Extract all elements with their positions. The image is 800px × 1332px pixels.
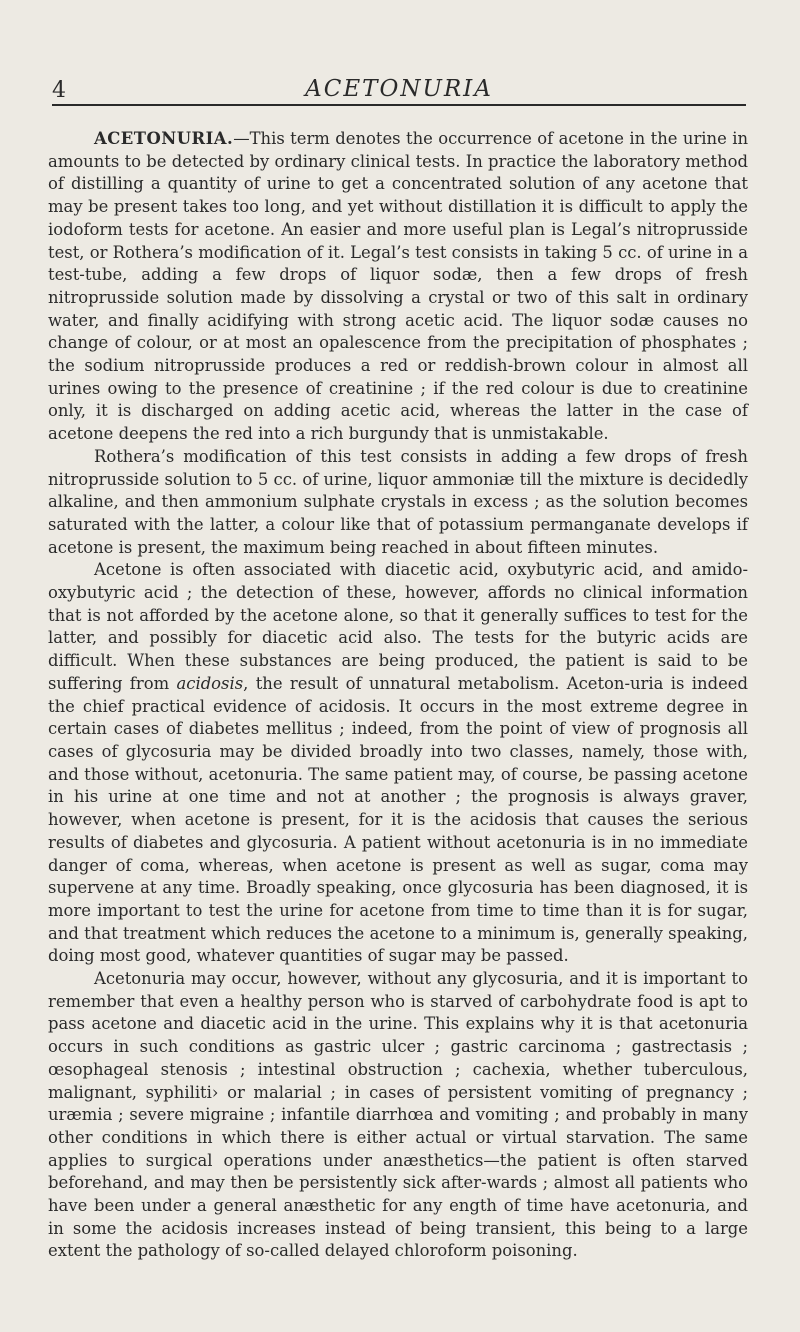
paragraph-3 [48, 559, 748, 968]
paragraph-2: Rothera’s modification of this test consists in adding a few drops of fresh nitroprusside solution to 5 cc. of urine, liquor ammoniæ till the mixture is decidedly alkaline, and then ammonium sulphate crystals in excess ; as the solution becomes saturated with the latter, a colour like that of potassium permanganate develops if acetone is present, the maximum being reached in about fifteen minutes. [48, 446, 748, 557]
page-number: 4 [52, 78, 66, 103]
paragraph-1-text: —This term denotes the occurrence of acetone in the urine in amounts to be detected by ordinary clinical tests. In practice the laboratory method of distilling a quantity of urine to get a concentrated solution of any acetone that may be present takes too long, and yet without distillation it is difficult to apply the iodoform tests for acetone. An easier and more useful plan is Legal’s nitroprusside test, or Rothera’s modification of it. Legal’s test consists in taking 5 cc. of urine in a test-tube, adding a few drops of liquor sodæ, then a few drops of fresh nitroprusside solution made by dissolving a crystal or two of this salt in ordinary water, and finally acidifying with strong acetic acid. The liquor sodæ causes no change of colour, or at most an opalescence from the precipitation of phosphates ; the sodium nitroprusside produces a red or reddish-brown colour in almost all urines owing to the presence of creatinine ; if the red colour is due to creatinine only, it is discharged on adding acetic acid, whereas the latter in the case of acetone deepens the red into a rich burgundy that is unmistakable. [48, 129, 748, 444]
article-body [48, 128, 748, 1263]
paragraph-3-text-a: Acetone is often associated with diacetic acid, oxybutyric acid, and amido-oxybutyric acid ; the detection of these, however, affords no clinical information that is not afforded by the acetone alone, so that it generally suffices to test for the latter, and possibly for diacetic acid also. The tests for the butyric acids are difficult. When these substances are being produced, the patient is said to be suffering from [48, 560, 748, 693]
paragraph-3-italic-term: acidosis [176, 673, 244, 693]
paragraph-3-text-b: , the result of unnatural metabolism. Aceton-uria is indeed the chief practical evidence of acidosis. It occurs in the most extreme degree in certain cases of diabetes mellitus ; indeed, from the point of view of prognosis all cases of glycosuria may be divided broadly into two classes, namely, those with, and those without, acetonuria. The same patient may, of course, be passing acetone in his urine at one time and not at another ; the prognosis is always graver, however, when acetone is present, for it is the acidosis that causes the serious results of diabetes and glycosuria. A patient without acetonuria is in no immediate danger of coma, whereas, when acetone is present as well as sugar, coma may supervene at any time. Broadly speaking, once glycosuria has been diagnosed, it is more important to test the urine for acetone from time to time than it is for sugar, and that treatment which reduces the acetone to a minimum is, generally speaking, doing most good, whatever quantities of sugar may be passed. [48, 673, 748, 966]
headword: ACETONURIA. [94, 129, 234, 148]
page-header [52, 74, 746, 108]
paragraph-1 [48, 128, 748, 446]
header-rule [52, 104, 746, 106]
running-head: ACETONURIA [305, 76, 493, 102]
paragraph-4: Acetonuria may occur, however, without any glycosuria, and it is important to remember that even a healthy person who is starved of carbohydrate food is apt to pass acetone and diacetic acid in the urine. This explains why it is that acetonuria occurs in such conditions as gastric ulcer ; gastric carcinoma ; gastrectasis ; œsophageal stenosis ; intestinal obstruction ; cachexia, whether tuberculous, malignant, syphiliti› or malarial ; in cases of persistent vomiting of pregnancy ; uræmia ; severe migraine ; infantile diarrhœa and vomiting ; and probably in many other conditions in which there is either actual or virtual starvation. The same applies to surgical operations under anæsthetics—the patient is often starved beforehand, and may then be persistently sick after-wards ; almost all patients who have been under a general anæsthetic for any ength of time have acetonuria, and in some the acidosis increases instead of being transient, this being to a large extent the pathology of so-called delayed chloroform poisoning. [48, 969, 748, 1261]
